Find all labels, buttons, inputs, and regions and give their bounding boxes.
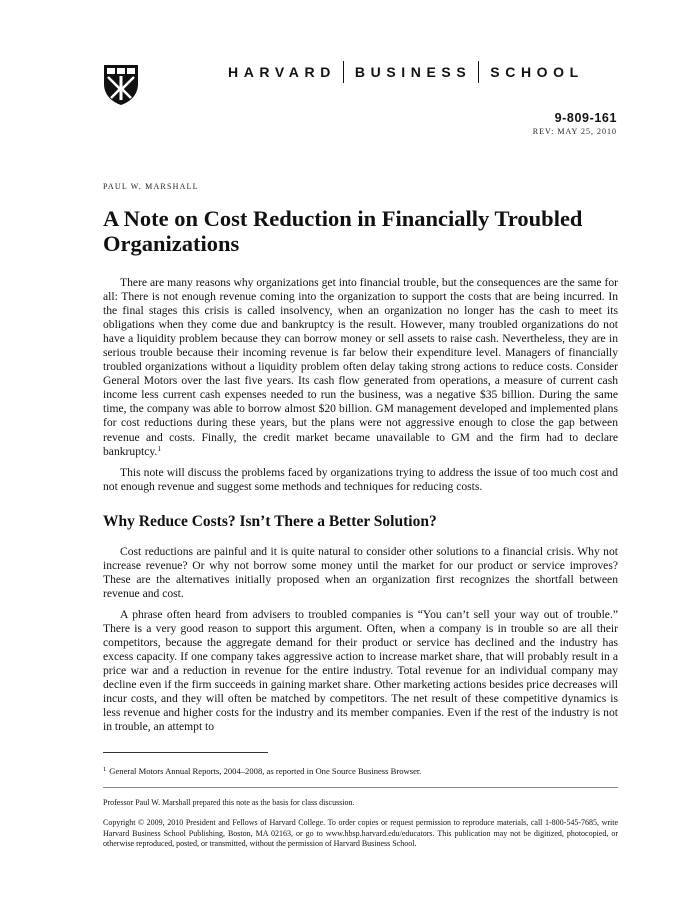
paragraph-purpose-text: This note will discuss the problems faced by organizations trying to address the issue of too much cost and not enough revenue and suggest some methods and techniques for reducing costs. — [103, 466, 618, 494]
paragraph-sell-your-way-text: A phrase often heard from advisers to troubled companies is “You can’t sell your way out of trouble.” There is a very good reason to support this argument. Often, when a company is in trouble so are all their competitors, because the aggregate demand for their product or service has declined and the industry has excess capacity. If one company takes aggressive action to increase market share, that will probably result in a price war and a reduction in revenue for the entire industry. Total revenue for an individual company may decline even if the firm succeeds in gaining market share. Other marketing actions besides price decreases will incur costs, and they will often be matched by competitors. The net result of these competitive dynamics is less revenue and higher costs for the industry and its member companies. Even if the rest of the industry is not in trouble, an attempt to — [103, 608, 618, 734]
author: PAUL W. MARSHALL — [103, 182, 199, 191]
revision-date: REV: MAY 25, 2010 — [532, 127, 617, 136]
prepared-by-note: Professor Paul W. Marshall prepared this note as the basis for class discussion. — [103, 798, 355, 807]
masthead-business: BUSINESS — [354, 64, 472, 80]
masthead-divider — [478, 61, 479, 83]
paragraph-alternatives — [103, 545, 618, 601]
masthead-divider — [343, 61, 344, 83]
masthead-school: SCHOOL — [490, 64, 584, 80]
paragraph-sell-your-way — [103, 608, 618, 734]
footnote-divider — [103, 752, 268, 753]
footnote — [103, 766, 421, 776]
copyright-notice: Copyright © 2009, 2010 President and Fellows of Harvard College. To order copies or request permission to reproduce materials, call 1-800-545-7685, write Harvard Business School Publishing, Boston, MA 02163, or go to www.hbsp.harvard.edu/educators. This publication may not be digitized, photocopied, or otherwise reproduced, posted, or transmitted, without the permission of Harvard Business School. — [103, 818, 618, 849]
document-title: A Note on Cost Reduction in Financially Troubled Organizations — [103, 206, 583, 256]
footnote-ref: 1 — [157, 443, 162, 453]
section-heading: Why Reduce Costs? Isn’t There a Better Solution? — [103, 513, 437, 530]
hbs-shield-logo — [103, 64, 139, 106]
footnote-number: 1 — [103, 766, 107, 773]
case-number: 9-809-161 — [554, 111, 617, 125]
paragraph-intro — [103, 276, 618, 459]
masthead-harvard: HARVARD — [228, 64, 336, 80]
masthead — [228, 62, 620, 82]
paragraph-intro-text: There are many reasons why organizations get into financial trouble, but the consequences are the same for all: There is not enough revenue coming into the organization to support the costs that are being incurred. In the final stages this crisis is called insolvency, when an organization no longer has the cash to meet its obligations when they come due and bankruptcy is the result. However, many troubled organizations do not have a liquidity problem because they can borrow money or sell assets to raise cash. Nevertheless, they are in serious trouble because their incoming revenue is far below their expenditure level. Managers of financially troubled organizations without a liquidity problem often delay taking strong actions to reduce costs. Consider General Motors over the last five years. Its cash flow generated from operations, a measure of current cash income less current cash expenses needed to run the business, was a negative $35 billion. During the same time, the company was able to borrow almost $20 billion. GM management developed and implemented plans for cost reductions during these years, but the plans were not aggressive enough to close the gap between revenue and costs. Finally, the credit market became unavailable to GM and the firm had to declare bankruptcy. — [103, 276, 618, 458]
paragraph-purpose — [103, 466, 618, 494]
paragraph-alternatives-text: Cost reductions are painful and it is quite natural to consider other solutions to a financial crisis. Why not increase revenue? Or why not borrow some money until the market for our product or service improves? These are the alternatives initially proposed when an organization first recognizes the shortfall between revenue and cost. — [103, 545, 618, 601]
footnote-text: General Motors Annual Reports, 2004–2008, as reported in One Source Business Browser. — [109, 766, 422, 776]
footer-divider — [103, 787, 618, 788]
